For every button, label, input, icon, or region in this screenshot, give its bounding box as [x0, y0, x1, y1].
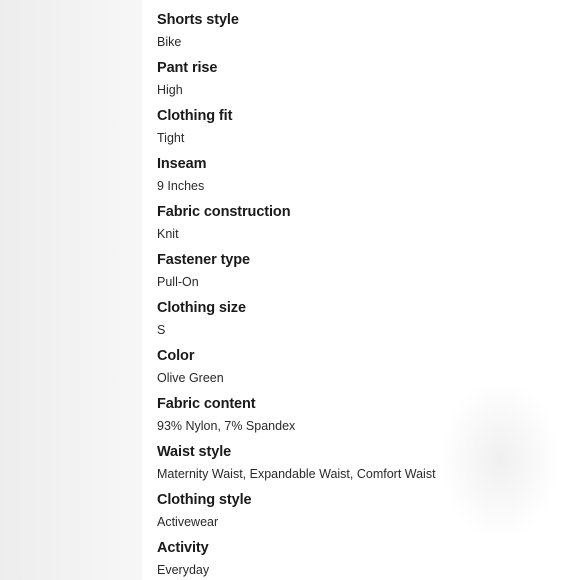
spec-clothing-style — [157, 490, 580, 538]
spec-label: Fabric construction — [157, 204, 291, 220]
spec-fastener-type — [157, 250, 580, 298]
spec-color — [157, 346, 580, 394]
spec-fabric-construction — [157, 202, 580, 250]
spec-inseam — [157, 154, 580, 202]
spec-value: Maternity Waist, Expandable Waist, Comfort Waist — [157, 467, 436, 481]
spec-value: High — [157, 83, 183, 97]
spec-value: Pull-On — [157, 275, 199, 289]
spec-value: S — [157, 323, 166, 337]
spec-label: Clothing fit — [157, 108, 233, 124]
spec-pant-rise — [157, 58, 580, 106]
spec-shorts-style — [157, 10, 580, 58]
spec-label: Color — [157, 348, 195, 364]
spec-label: Clothing style — [157, 492, 252, 508]
product-specifications-panel — [142, 0, 580, 580]
spec-label: Fastener type — [157, 252, 250, 268]
spec-label: Pant rise — [157, 60, 218, 76]
left-gutter — [0, 0, 142, 580]
spec-value: Bike — [157, 35, 182, 49]
spec-label: Activity — [157, 540, 209, 556]
spec-label: Clothing size — [157, 300, 246, 316]
spec-activity — [157, 538, 580, 580]
spec-value: Activewear — [157, 515, 219, 529]
spec-fabric-content — [157, 394, 580, 442]
spec-value: 9 Inches — [157, 179, 205, 193]
spec-value: 93% Nylon, 7% Spandex — [157, 419, 296, 433]
spec-label: Inseam — [157, 156, 207, 172]
spec-label: Shorts style — [157, 12, 239, 28]
spec-label: Waist style — [157, 444, 232, 460]
spec-clothing-fit — [157, 106, 580, 154]
spec-label: Fabric content — [157, 396, 256, 412]
spec-clothing-size — [157, 298, 580, 346]
spec-value: Olive Green — [157, 371, 224, 385]
spec-waist-style — [157, 442, 580, 490]
spec-value: Tight — [157, 131, 185, 145]
spec-value: Knit — [157, 227, 179, 241]
spec-value: Everyday — [157, 563, 210, 577]
